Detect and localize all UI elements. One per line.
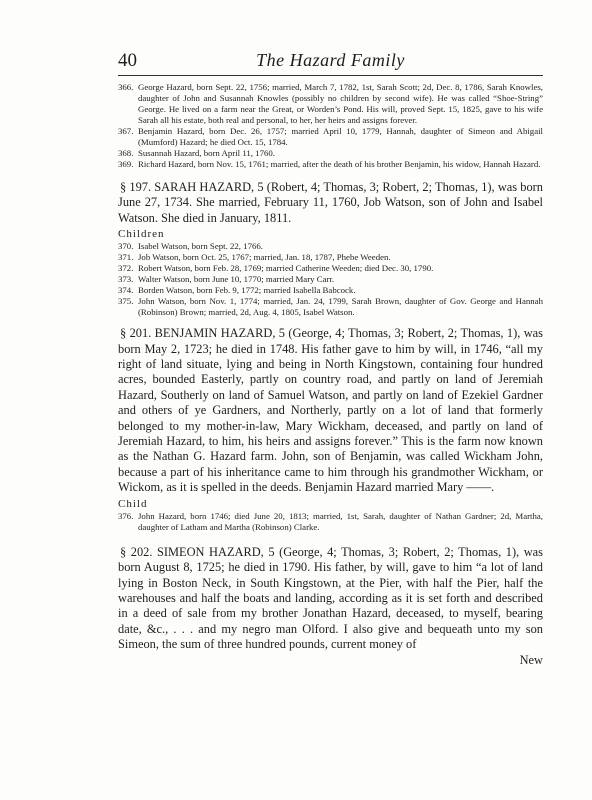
genealogy-entry — [118, 82, 543, 126]
entry-text: Richard Hazard, born Nov. 15, 1761; married, after the death of his brother Benjamin, his widow, Hannah Hazard. — [138, 159, 541, 169]
entry-text: Isabel Watson, born Sept. 22, 1766. — [138, 241, 263, 252]
genealogy-entry — [118, 126, 543, 148]
entry-text: Job Watson, born Oct. 25, 1767; married, Jan. 18, 1787, Phebe Weeden. — [138, 252, 391, 263]
entry-number: 370. — [118, 241, 134, 252]
genealogy-entry — [118, 159, 543, 170]
entry-number: 366. — [118, 82, 134, 92]
genealogy-entry — [118, 148, 543, 159]
child-label: Child — [118, 497, 148, 510]
entry-text: Walter Watson, born June 10, 1770; married Mary Carr. — [138, 274, 335, 285]
entries-376 — [118, 511, 543, 533]
entry-number: 369. — [118, 159, 134, 169]
entry-number: 375. — [118, 296, 134, 307]
header-rule — [118, 75, 543, 76]
section-197: § 197. SARAH HAZARD, 5 (Robert, 4; Thomas, 3; Robert, 2; Thomas, 1), was born June 27, 1734. She married, February 11, 1760, Job Watson, son of John and Isabel Watson. She died in January, 1811. — [118, 180, 543, 225]
entry-number: 374. — [118, 285, 134, 296]
entry-text: Susannah Hazard, born April 11, 1760. — [138, 148, 275, 158]
entry-number: 372. — [118, 263, 134, 274]
entry-text: George Hazard, born Sept. 22, 1756; married, March 7, 1782, 1st, Sarah Scott; 2d, Dec. 8, 1786, Sarah Knowles, daughter of John and Susannah Knowles (possibly no children by second wife). He was called “Shoe-String” George. He lived on a farm near the Great, or Worden’s Pond. His will, proved Sept. 15, 1825, gave to his wife Sarah all his estate, both real and personal, to her, her heirs and assigns forever. — [138, 82, 543, 125]
genealogy-entry — [118, 511, 543, 533]
genealogy-entry — [118, 285, 543, 296]
entries-366-369 — [118, 82, 543, 170]
running-title: The Hazard Family — [256, 50, 405, 70]
catchword: New — [519, 652, 543, 667]
text-body — [118, 82, 543, 668]
section-202: § 202. SIMEON HAZARD, 5 (George, 4; Thomas, 3; Robert, 2; Thomas, 1), was born August 8, 1725; he died in 1790. His father, by will, gave to him “a lot of land lying in Boston Neck, in South Kingstown, at the Pier, with half the Pier, half the warehouses and half the boats and landing, according as it is set forth and described in a deed of sale from my brother Jonathan Hazard, deceased, to myself, bearing date, &c., . . . and my negro man Olford. I also give and bequeath unto my son Simeon, the sum of three hundred pounds, current money of — [118, 544, 543, 652]
entry-text: Borden Watson, born Feb. 9, 1772; married Isabella Babcock. — [138, 285, 356, 296]
genealogy-entry — [118, 263, 543, 274]
entry-text: Robert Watson, born Feb. 28, 1769; married Catherine Weeden; died Dec. 30, 1790. — [138, 263, 434, 274]
genealogy-entry — [118, 296, 543, 318]
section-201: § 201. BENJAMIN HAZARD, 5 (George, 4; Thomas, 3; Robert, 2; Thomas, 1), was born May 2, 1723; he died in 1748. His father gave to him by will, in 1746, “all my right of land situate, lying and being in North Kingstown, containing four hundred acres, bounded Easterly, partly on country road, and partly on land of Jeremiah Hazard, Southerly on land of Samuel Watson, and partly on land of Ezekiel Gardner and others of ye Gardners, and Northerly, partly on a lot of land that formerly belonged to my mother-in-law, Mary Wickham, deceased, and partly on land of Jeremiah Hazard, to him, his heirs and assigns forever.” This is the farm now known as the Nathan G. Hazard farm. John, son of Benjamin, was called Wickham John, because a part of his inheritance came to him through his grandmother Wickham, or Wickom, as it is spelled in the deeds. Benjamin Hazard married Mary ——. — [118, 326, 543, 495]
children-label: Children — [118, 228, 165, 241]
entry-text: John Hazard, born 1746; died June 20, 1813; married, 1st, Sarah, daughter of Nathan Gardner; 2d, Martha, daughter of Latham and Martha (Robinson) Clarke. — [138, 510, 543, 532]
genealogy-entry — [118, 241, 543, 252]
page-number: 40 — [118, 50, 137, 71]
entry-number: 373. — [118, 274, 134, 285]
entry-number: 376. — [118, 510, 134, 521]
entry-text: Benjamin Hazard, born Dec. 26, 1757; married April 10, 1779, Hannah, daughter of Simeon and Abigail (Mumford) Hazard; he died Oct. 15, 1784. — [138, 126, 543, 147]
page-header — [118, 50, 543, 74]
genealogy-entry — [118, 274, 543, 285]
genealogy-entry — [118, 252, 543, 263]
entry-text: John Watson, born Nov. 1, 1774; married, Jan. 24, 1799, Sarah Brown, daughter of Gov. George and Hannah (Robinson) Brown; married, 2d, Aug. 4, 1805, Isabel Watson. — [138, 296, 543, 318]
entry-number: 371. — [118, 252, 134, 263]
entry-number: 367. — [118, 126, 134, 136]
entries-370-375 — [118, 241, 543, 318]
entry-number: 368. — [118, 148, 134, 158]
